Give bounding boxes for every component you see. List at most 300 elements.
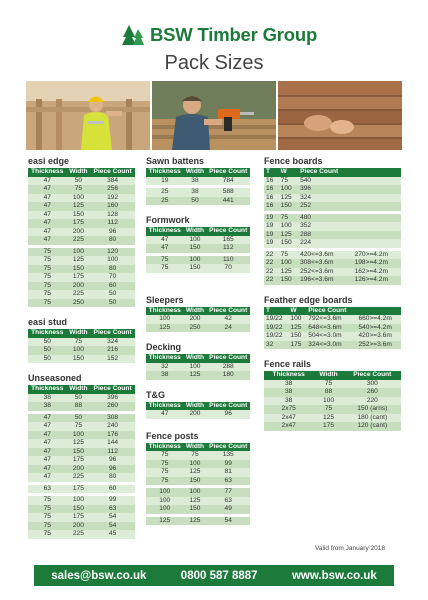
col-header-t: T <box>264 307 288 316</box>
website-link[interactable]: www.bsw.co.uk <box>291 569 377 582</box>
table-cell: 225 <box>67 236 91 245</box>
table-row <box>264 194 401 203</box>
table-cell: 125 <box>183 497 206 506</box>
table-row <box>264 422 401 431</box>
table-row <box>146 363 250 372</box>
table-cell: 100 <box>183 256 206 265</box>
table-cell: 100 <box>279 185 298 194</box>
table-row <box>264 397 401 406</box>
table-decking <box>146 354 250 380</box>
table-cell: 75 <box>146 477 183 486</box>
table-cell: 38 <box>264 388 313 397</box>
table-cell: 63 <box>206 497 250 506</box>
table-cell: 19/22 <box>264 332 288 341</box>
table-row <box>264 332 401 341</box>
col-header-piece-count: Piece Count <box>206 354 250 363</box>
table-row <box>146 451 250 460</box>
table-cell: 100 <box>146 505 183 514</box>
table-row <box>28 522 135 531</box>
table-cell: 75 <box>279 251 298 260</box>
table-sawn-battens <box>146 168 250 205</box>
table-cell: 396 <box>298 185 353 194</box>
table-cell: 112 <box>90 219 135 228</box>
col-header-width: Width <box>183 307 206 316</box>
table-cell: 200 <box>67 282 91 291</box>
table-row <box>28 394 135 403</box>
table-cell: 100 <box>146 497 183 506</box>
table-cell: 47 <box>28 202 67 211</box>
table-cell: 175 <box>67 485 91 494</box>
col-header-piece-count-2 <box>356 307 401 316</box>
table-row <box>28 265 135 274</box>
col-header-thickness: Thickness <box>146 307 183 316</box>
table-cell: 22 <box>264 259 279 268</box>
table-cell <box>353 194 401 203</box>
table-cell: 47 <box>28 185 67 194</box>
table-row <box>264 222 401 231</box>
table-row <box>28 219 135 228</box>
table-cell: 220 <box>344 397 401 406</box>
table-row <box>264 231 401 240</box>
table-cell: 75 <box>146 460 183 469</box>
table-cell: 80 <box>90 265 135 274</box>
timber-stack-photo <box>278 81 402 150</box>
table-cell: 50 <box>67 394 91 403</box>
table-cell: 180 (cant) <box>344 414 401 423</box>
table-cell: 300 <box>344 380 401 389</box>
col-header-thickness: Thickness <box>28 168 67 177</box>
table-cell: 648<=3.6m <box>306 324 356 333</box>
section-title-sleepers: Sleepers <box>146 294 184 305</box>
tree-logo-icon <box>122 23 146 47</box>
table-cell: 150 <box>279 276 298 285</box>
column-middle <box>146 154 250 533</box>
table-cell: 125 <box>183 371 206 380</box>
col-header-thickness: Thickness <box>264 371 313 380</box>
table-row <box>28 290 135 299</box>
table-cell: 63 <box>90 505 135 514</box>
table-cell: 80 <box>90 473 135 482</box>
table-cell: 2x47 <box>264 414 313 423</box>
table-cell: 162>=4.2m <box>353 268 401 277</box>
table-cell: 216 <box>90 346 135 355</box>
table-tg <box>146 402 250 419</box>
table-cell: 32 <box>264 341 288 350</box>
table-cell: 24 <box>206 324 250 333</box>
col-header-piece-count: Piece Count <box>206 227 250 236</box>
table-cell: 77 <box>206 488 250 497</box>
table-cell: 88 <box>67 402 91 411</box>
table-cell: 200 <box>183 315 206 324</box>
table-cell: 38 <box>28 402 67 411</box>
table-cell: 150 <box>183 264 206 273</box>
table-cell: 480 <box>298 214 353 223</box>
table-cell: 22 <box>264 276 279 285</box>
table-cell: 125 <box>67 439 91 448</box>
table-cell: 150 <box>67 355 91 364</box>
table-cell: 150 <box>279 239 298 248</box>
table-cell: 100 <box>90 256 135 265</box>
table-row <box>146 236 250 245</box>
table-row <box>146 256 250 265</box>
table-cell: 150 (arris) <box>344 405 401 414</box>
col-header-piece-count: Piece Count <box>306 307 356 316</box>
table-cell: 75 <box>146 264 183 273</box>
col-header-thickness: Thickness <box>146 227 183 236</box>
table-row <box>28 194 135 203</box>
table-cell: 47 <box>146 244 183 253</box>
table-cell: 100 <box>183 363 206 372</box>
table-row <box>28 473 135 482</box>
section-title-unseasoned: Unseasoned <box>28 373 82 383</box>
col-header-width: Width <box>67 168 91 177</box>
table-row <box>28 448 135 457</box>
table-cell: 54 <box>90 513 135 522</box>
table-cell: 47 <box>28 414 67 423</box>
email-link[interactable]: sales@bsw.co.uk <box>51 569 147 582</box>
table-row <box>146 477 250 486</box>
col-header-w: W <box>279 168 298 177</box>
table-easi-stud <box>28 329 135 363</box>
table-cell: 75 <box>313 405 343 414</box>
table-cell: 396 <box>90 394 135 403</box>
col-header-w: W <box>288 307 306 316</box>
table-cell: 125 <box>288 324 306 333</box>
table-cell: 288 <box>298 231 353 240</box>
table-cell: 75 <box>28 496 67 505</box>
table-cell: 47 <box>28 456 67 465</box>
table-cell: 198>=4.2m <box>353 259 401 268</box>
table-cell: 38 <box>28 394 67 403</box>
table-row <box>146 497 250 506</box>
table-row <box>264 177 401 186</box>
table-cell: 308<=3.6m <box>298 259 353 268</box>
page-title: Pack Sizes <box>164 52 264 74</box>
col-header-thickness: Thickness <box>146 354 183 363</box>
table-cell: 441 <box>206 197 250 206</box>
table-cell: 100 <box>67 248 91 257</box>
table-cell: 150 <box>67 211 91 220</box>
table-cell: 49 <box>206 505 250 514</box>
table-cell: 125 <box>279 194 298 203</box>
col-header-piece-count: Piece Count <box>206 168 250 177</box>
table-row <box>264 202 401 211</box>
table-cell: 19/22 <box>264 324 288 333</box>
table-row <box>146 315 250 324</box>
table-cell: 126>=4.2m <box>353 276 401 285</box>
table-row <box>146 264 250 273</box>
table-row <box>28 530 135 539</box>
table-cell: 50 <box>90 299 135 308</box>
table-row <box>28 355 135 364</box>
table-row <box>28 485 135 494</box>
table-cell: 19 <box>264 214 279 223</box>
table-row <box>28 282 135 291</box>
table-cell: 308 <box>90 414 135 423</box>
table-row <box>28 431 135 440</box>
table-cell: 75 <box>28 513 67 522</box>
table-row <box>28 228 135 237</box>
table-cell: 47 <box>28 211 67 220</box>
table-row <box>28 177 135 186</box>
table-cell: 75 <box>279 214 298 223</box>
table-cell: 22 <box>264 268 279 277</box>
table-cell: 112 <box>90 448 135 457</box>
col-header-piece-count: Piece Count <box>90 168 135 177</box>
table-cell: 100 <box>67 346 91 355</box>
table-row <box>28 338 135 347</box>
table-cell: 135 <box>206 451 250 460</box>
table-cell <box>353 185 401 194</box>
col-header-piece-count: Piece Count <box>206 307 250 316</box>
table-cell: 63 <box>28 485 67 494</box>
table-cell: 75 <box>313 380 343 389</box>
section-title-easi-stud: easi stud <box>28 317 68 327</box>
table-fence-posts <box>146 443 250 526</box>
table-easi-edge <box>28 168 135 307</box>
table-cell: 792<=3.6m <box>306 315 356 324</box>
section-title-fence-rails: Fence rails <box>264 359 312 369</box>
table-cell: 32 <box>146 363 183 372</box>
table-row <box>28 513 135 522</box>
table-cell: 150 <box>67 505 91 514</box>
table-cell: 47 <box>28 439 67 448</box>
table-row <box>264 214 401 223</box>
table-cell: 150 <box>183 505 206 514</box>
table-row <box>264 341 401 350</box>
col-header-piece-count: Piece Count <box>206 402 250 411</box>
table-cell: 100 <box>67 194 91 203</box>
col-header-thickness: Thickness <box>146 168 183 177</box>
table-cell: 252<=3.6m <box>298 268 353 277</box>
table-cell: 260 <box>344 388 401 397</box>
table-cell: 150 <box>279 202 298 211</box>
table-cell: 260 <box>90 402 135 411</box>
table-cell: 47 <box>28 473 67 482</box>
brand-logo <box>122 22 317 48</box>
table-feather-edge <box>264 307 401 350</box>
table-cell: 81 <box>206 468 250 477</box>
table-cell: 150 <box>288 332 306 341</box>
table-cell: 100 <box>67 496 91 505</box>
table-cell: 75 <box>28 299 67 308</box>
table-row <box>28 248 135 257</box>
table-cell: 70 <box>206 264 250 273</box>
table-cell: 47 <box>28 422 67 431</box>
table-cell: 150 <box>183 477 206 486</box>
table-cell: 50 <box>28 355 67 364</box>
photo-strip <box>26 81 402 150</box>
table-cell: 352 <box>298 222 353 231</box>
table-cell: 384 <box>90 177 135 186</box>
table-cell: 125 <box>279 231 298 240</box>
table-cell: 75 <box>146 451 183 460</box>
col-header-thickness: Thickness <box>146 443 183 452</box>
table-cell: 60 <box>90 485 135 494</box>
table-cell: 96 <box>90 228 135 237</box>
table-cell: 324 <box>298 194 353 203</box>
table-cell: 100 <box>146 488 183 497</box>
table-row <box>28 273 135 282</box>
table-cell <box>353 222 401 231</box>
col-header-piece-count: Piece Count <box>298 168 353 177</box>
table-cell: 250 <box>67 299 91 308</box>
col-header-thickness: Thickness <box>28 329 67 338</box>
table-cell: 196<=3.6m <box>298 276 353 285</box>
table-cell: 152 <box>90 355 135 364</box>
table-row <box>146 468 250 477</box>
col-header-piece-count: Piece Count <box>344 371 401 380</box>
table-cell: 180 <box>206 371 250 380</box>
table-cell: 38 <box>146 371 183 380</box>
table-cell: 324 <box>90 338 135 347</box>
table-cell: 47 <box>28 431 67 440</box>
table-cell: 96 <box>90 456 135 465</box>
section-title-fence-boards: Fence boards <box>264 156 323 166</box>
table-cell: 75 <box>28 522 67 531</box>
table-cell: 25 <box>146 197 183 206</box>
table-cell: 50 <box>28 338 67 347</box>
col-header-width: Width <box>313 371 343 380</box>
table-cell: 100 <box>183 460 206 469</box>
table-cell: 660>=4.2m <box>356 315 401 324</box>
col-header-width: Width <box>67 329 91 338</box>
table-row <box>264 380 401 389</box>
table-cell: 175 <box>67 219 91 228</box>
section-title-decking: Decking <box>146 342 182 352</box>
table-cell: 165 <box>206 236 250 245</box>
table-row <box>28 496 135 505</box>
table-row <box>146 410 250 419</box>
table-cell: 256 <box>90 185 135 194</box>
section-title-easi-edge: easi edge <box>28 156 70 166</box>
table-cell: 125 <box>183 517 206 526</box>
header <box>0 0 428 80</box>
table-cell: 38 <box>183 177 206 186</box>
table-row <box>264 405 401 414</box>
brand-name: BSW Timber Group <box>150 24 318 45</box>
table-cell: 100 <box>279 259 298 268</box>
table-cell: 252>=3.6m <box>356 341 401 350</box>
table-cell: 75 <box>28 248 67 257</box>
table-row <box>28 211 135 220</box>
table-cell: 125 <box>67 256 91 265</box>
table-row <box>264 239 401 248</box>
table-cell: 150 <box>183 244 206 253</box>
table-cell: 175 <box>313 422 343 431</box>
table-cell: 120 (cant) <box>344 422 401 431</box>
table-cell: 19 <box>264 231 279 240</box>
table-cell: 47 <box>28 219 67 228</box>
table-cell: 16 <box>264 177 279 186</box>
valid-from-note: Valid from January 2018 <box>315 545 385 552</box>
table-cell: 252 <box>298 202 353 211</box>
table-cell: 75 <box>28 265 67 274</box>
phone-number[interactable]: 0800 587 8887 <box>180 569 258 582</box>
table-cell: 19/22 <box>264 315 288 324</box>
table-row <box>264 315 401 324</box>
table-cell: 54 <box>206 517 250 526</box>
table-cell: 2x47 <box>264 422 313 431</box>
table-cell <box>353 239 401 248</box>
table-cell <box>353 231 401 240</box>
table-cell <box>353 214 401 223</box>
table-cell <box>353 177 401 186</box>
table-cell: 110 <box>206 256 250 265</box>
col-header-t: T <box>264 168 279 177</box>
table-cell: 54 <box>90 522 135 531</box>
table-row <box>264 324 401 333</box>
table-cell: 128 <box>90 211 135 220</box>
table-cell: 224 <box>298 239 353 248</box>
column-right <box>264 154 401 439</box>
table-cell: 175 <box>67 513 91 522</box>
table-cell: 25 <box>146 188 183 197</box>
col-header-width: Width <box>183 402 206 411</box>
table-cell: 60 <box>90 282 135 291</box>
table-cell: 540>=4.2m <box>356 324 401 333</box>
table-cell: 2x75 <box>264 405 313 414</box>
table-cell: 50 <box>67 177 91 186</box>
col-header-width: Width <box>67 385 91 394</box>
table-cell: 420>=3.6m <box>356 332 401 341</box>
table-cell: 99 <box>206 460 250 469</box>
table-cell: 125 <box>67 202 91 211</box>
table-cell: 192 <box>90 194 135 203</box>
table-cell: 225 <box>67 473 91 482</box>
table-cell: 125 <box>279 268 298 277</box>
section-title-feather-edge: Feather edge boards <box>264 294 353 305</box>
table-cell: 144 <box>90 439 135 448</box>
table-cell: 38 <box>264 380 313 389</box>
table-cell: 47 <box>28 448 67 457</box>
table-unseasoned <box>28 385 135 539</box>
table-row <box>264 388 401 397</box>
table-cell: 88 <box>313 388 343 397</box>
col-header-width: Width <box>183 354 206 363</box>
table-cell: 75 <box>28 530 67 539</box>
table-cell: 50 <box>67 414 91 423</box>
table-cell: 63 <box>206 477 250 486</box>
table-row <box>28 402 135 411</box>
table-row <box>264 251 401 260</box>
table-row <box>28 185 135 194</box>
table-cell: 75 <box>279 177 298 186</box>
table-cell: 100 <box>288 315 306 324</box>
contact-footer <box>34 565 394 586</box>
table-row <box>28 414 135 423</box>
col-header-width: Width <box>183 227 206 236</box>
table-cell: 200 <box>67 228 91 237</box>
table-cell: 125 <box>183 468 206 477</box>
table-cell: 175 <box>67 456 91 465</box>
table-cell: 75 <box>183 451 206 460</box>
table-cell: 100 <box>279 222 298 231</box>
col-header-thickness: Thickness <box>146 402 183 411</box>
table-cell: 120 <box>90 248 135 257</box>
table-row <box>28 236 135 245</box>
table-cell: 16 <box>264 194 279 203</box>
section-title-sawn-battens: Sawn battens <box>146 156 205 166</box>
carpenter-drill-photo <box>152 81 276 150</box>
table-cell: 200 <box>67 522 91 531</box>
table-row <box>28 346 135 355</box>
table-row <box>146 177 250 186</box>
col-header-width: Width <box>183 168 206 177</box>
table-fence-rails <box>264 371 401 431</box>
table-row <box>28 505 135 514</box>
table-cell: 96 <box>90 465 135 474</box>
